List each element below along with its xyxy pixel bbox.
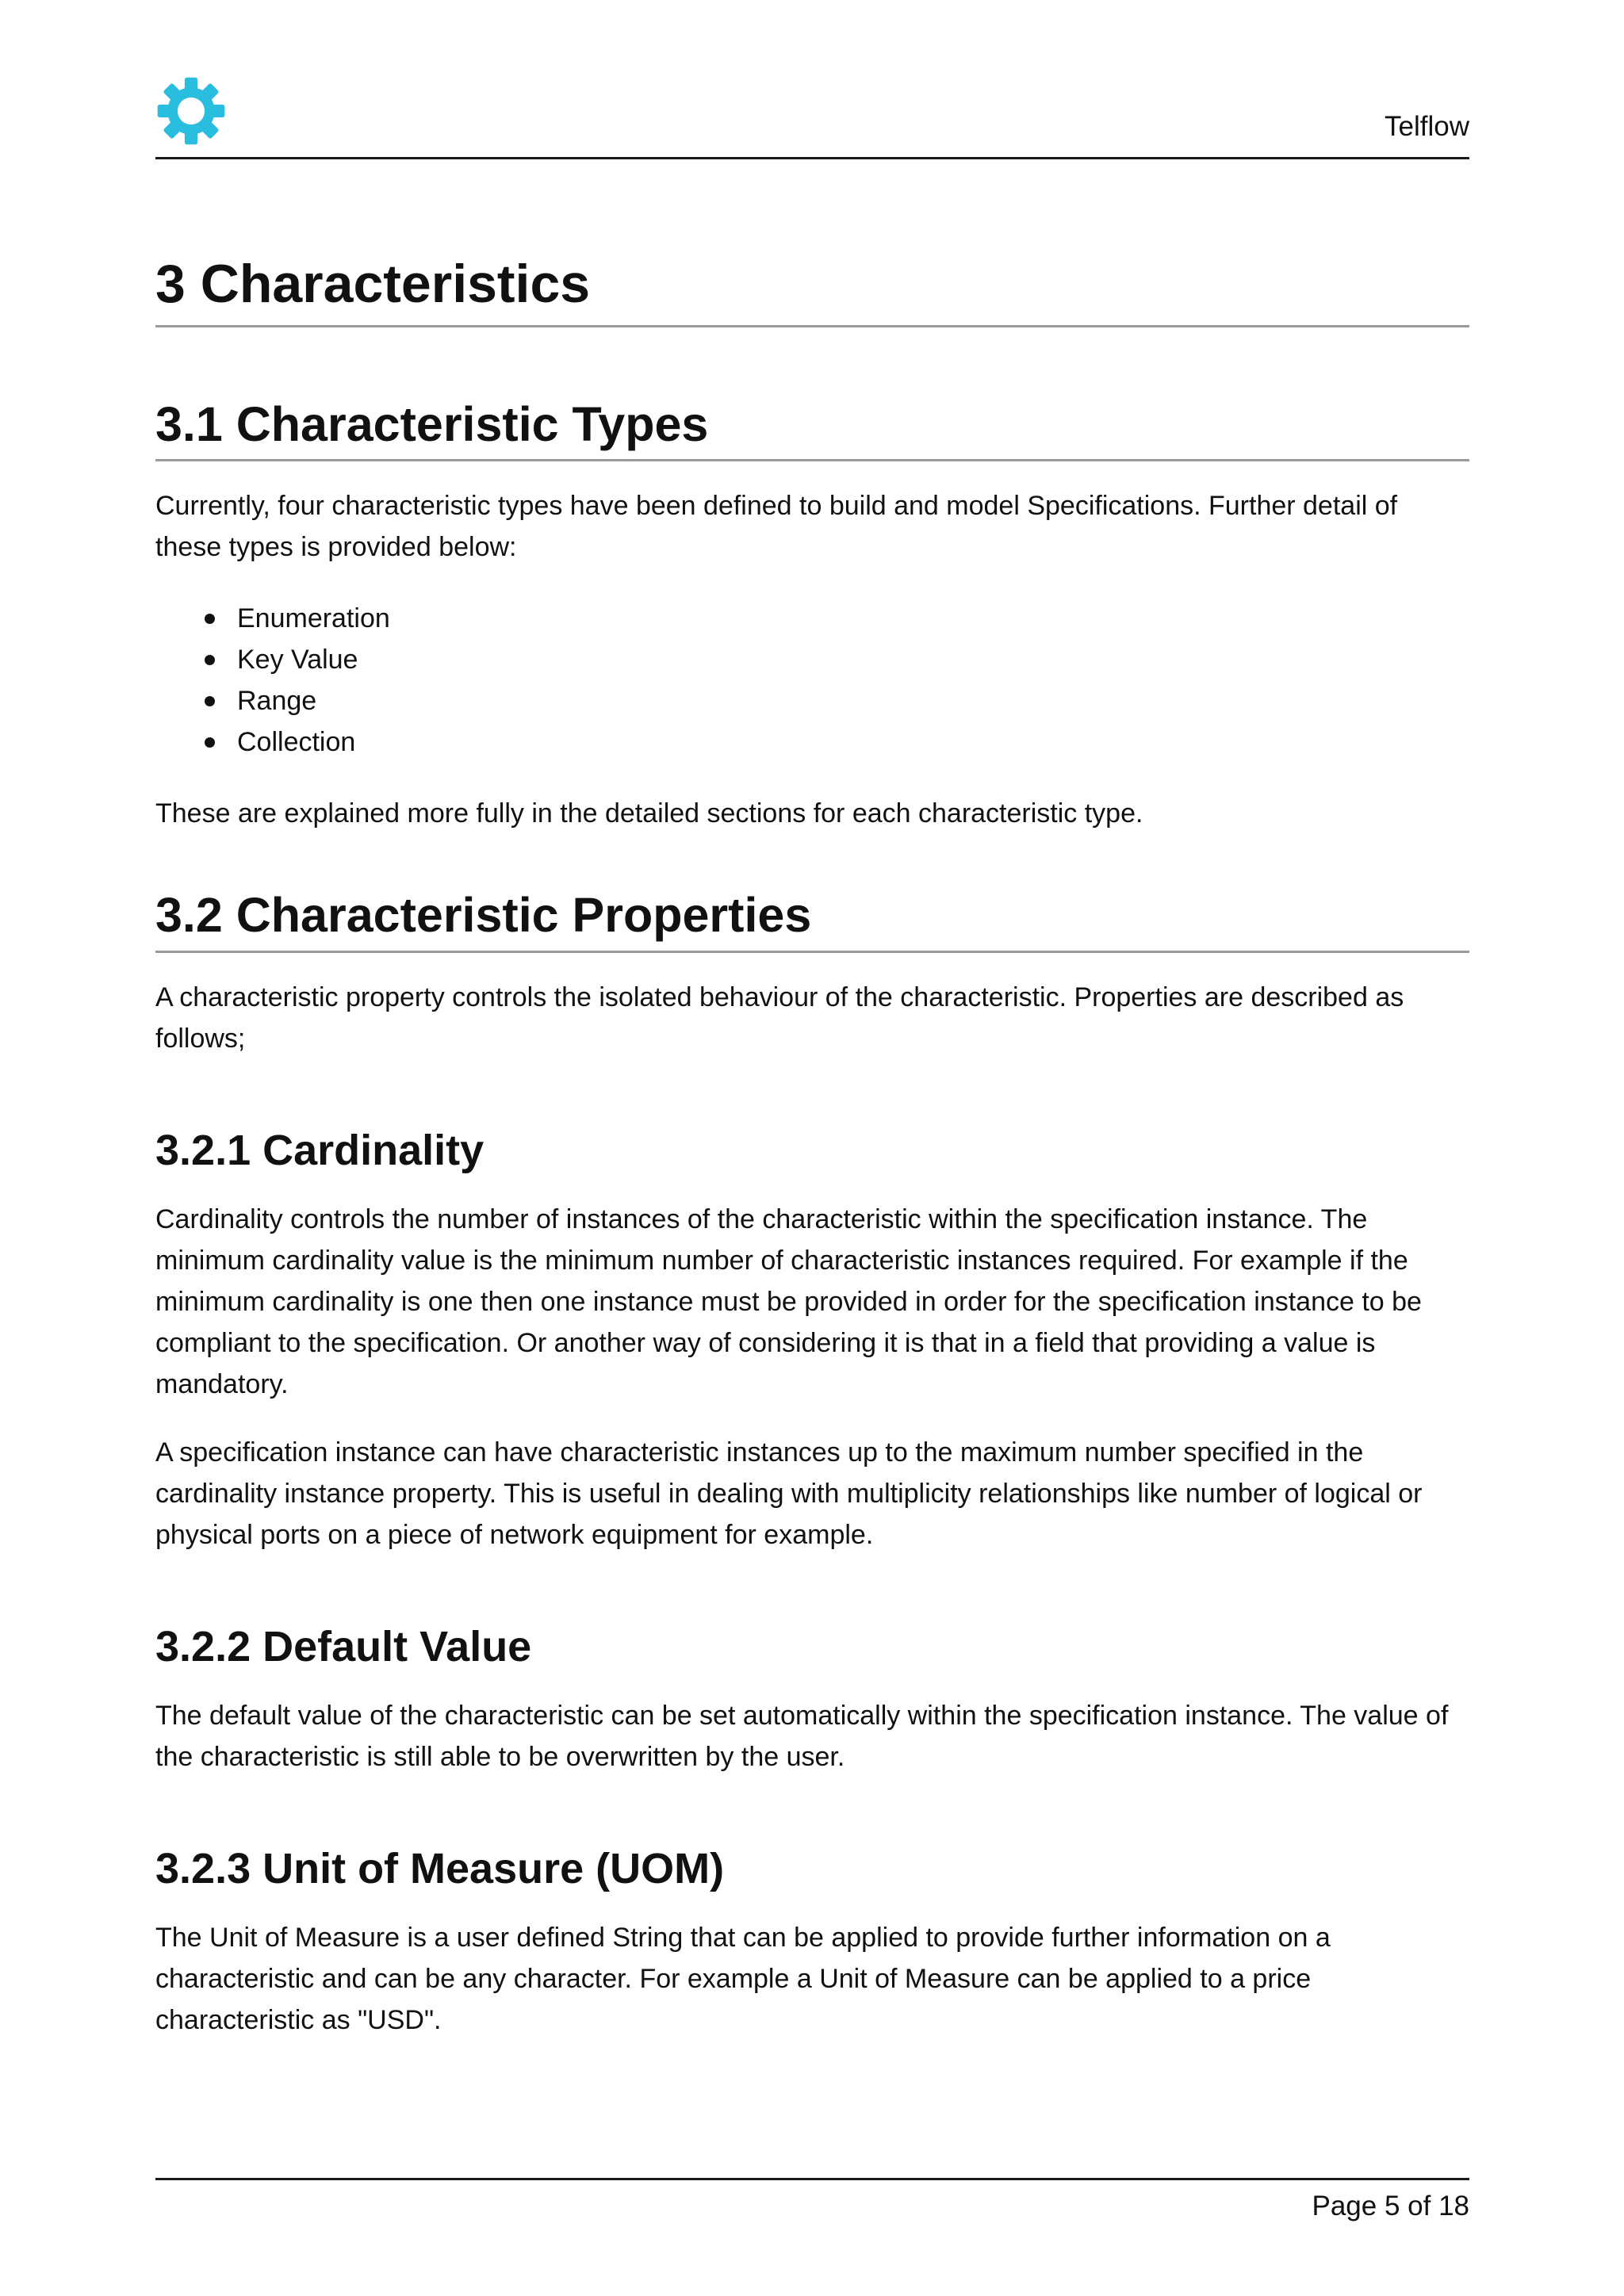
types-intro: Currently, four characteristic types have been defined to build and model Specifications. Further detail of these types is provided below: — [155, 491, 1398, 563]
properties-intro: A characteristic property controls the isolated behaviour of the characteristic. Properties are described as follows; — [155, 982, 1404, 1054]
uom-heading: 3.2.3 Unit of Measure (UOM) — [155, 1844, 725, 1892]
page-number: Page 5 of 18 — [1312, 2191, 1469, 2221]
page-content — [155, 254, 1469, 2041]
cardinality-paragraph-2: A specification instance can have characteristic instances up to the maximum number specified in the cardinality instance property. This is useful in dealing with multiplicity relationships like number of logical or physical ports on a piece of network equipment for example. — [155, 1437, 1423, 1550]
gear-icon — [155, 75, 227, 147]
cardinality-paragraph-1: Cardinality controls the number of instances of the characteristic within the specification instance. The minimum cardinality value is the minimum number of characteristic instances required. For example if the minimum cardinality is one then one instance must be provided in order for the specification instance to be compliant to the specification. Or another way of considering it is that in a field that providing a value is mandatory. — [155, 1203, 1422, 1399]
list-item: Collection — [155, 721, 1469, 763]
section-heading: 3 Characteristics — [155, 254, 1469, 327]
types-outro: These are explained more fully in the detailed sections for each characteristic type. — [155, 798, 1143, 829]
brand-name: Telflow — [1385, 111, 1469, 142]
types-heading: 3.1 Characteristic Types — [155, 397, 1469, 461]
list-item: Enumeration — [155, 598, 1469, 639]
types-list — [155, 598, 1469, 763]
uom-paragraph: The Unit of Measure is a user defined String that can be applied to provide further information on a characteristic and can be any character. For example a Unit of Measure can be applied to a price characteristic as "USD". — [155, 1923, 1331, 2036]
list-item: Key Value — [155, 639, 1469, 680]
properties-heading: 3.2 Characteristic Properties — [155, 888, 1469, 952]
default-value-heading: 3.2.2 Default Value — [155, 1622, 532, 1670]
page-footer — [155, 2178, 1469, 2221]
page-header — [155, 75, 1469, 159]
cardinality-heading: 3.2.1 Cardinality — [155, 1126, 485, 1174]
list-item: Range — [155, 680, 1469, 721]
default-value-paragraph: The default value of the characteristic can be set automatically within the specification instance. The value of the characteristic is still able to be overwritten by the user. — [155, 1700, 1449, 1772]
